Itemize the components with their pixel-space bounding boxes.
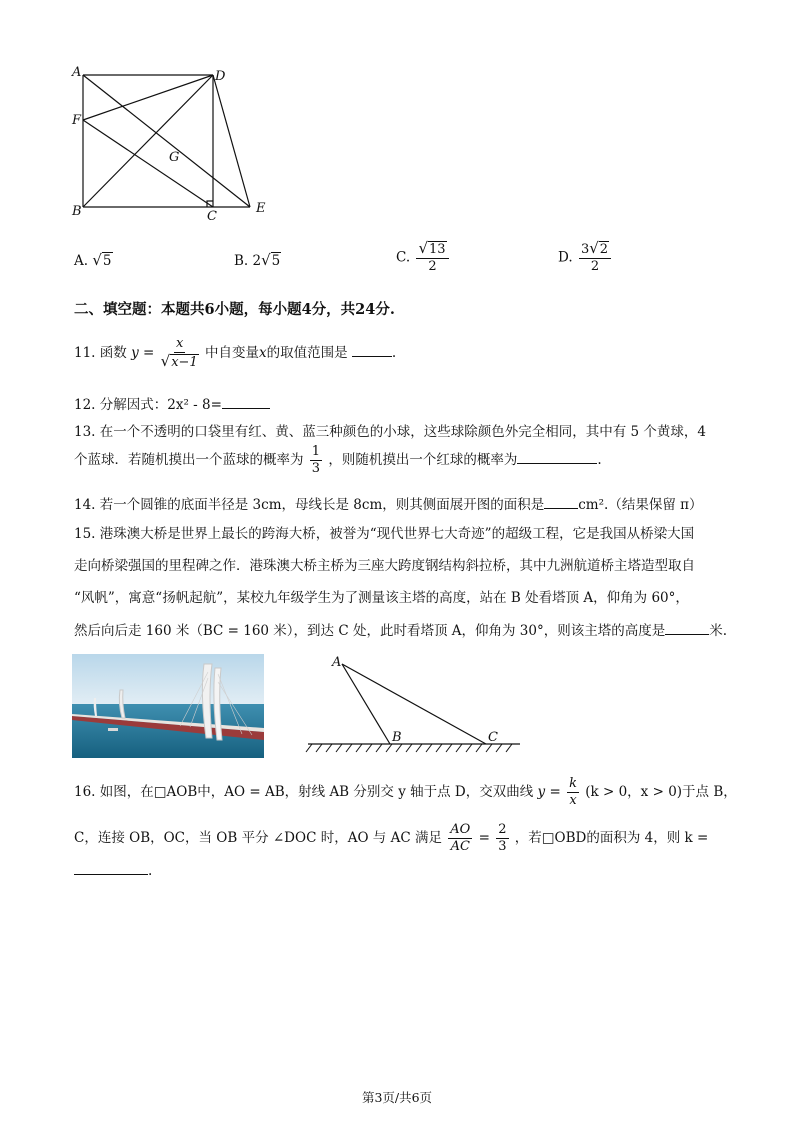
question-16-line2: C，连接 OB，OC，当 OB 平分 ∠DOC 时，AO 与 AC 满足 $\frac{AO}{AC}$ = $\frac{2}{3}$ ，若□OBD的面积为 4，则 k = <box>74 822 709 854</box>
label-d: D <box>215 69 226 84</box>
label-g: G <box>169 150 180 165</box>
label-c: C <box>207 209 217 224</box>
question-14: 14. 若一个圆锥的底面半径是 3cm，母线长是 8cm，则其侧面展开图的面积是 cm².（结果保留 π） <box>74 494 702 515</box>
segment-ab <box>342 664 390 744</box>
question-12: 12. 分解因式：2x² - 8= <box>74 394 270 415</box>
question-15-line3: “风帆”，寓意“扬帆起航”，某校九年级学生为了测量该主塔的高度，站在 B 处看塔顶 A，仰角为 60°， <box>74 590 689 606</box>
ground-hatching <box>306 744 512 752</box>
sqrt-icon: √ <box>589 239 599 257</box>
question-13-line2: 个蓝球．若随机摸出一个蓝球的概率为 $\frac{1}{3}$ ，则随机摸出一个红球的概率为 . <box>74 444 602 476</box>
answer-blank[interactable] <box>352 342 392 357</box>
question-15-line2: 走向桥梁强国的里程碑之作．港珠澳大桥主桥为三座大跨度钢结构斜拉桥，其中九洲航道桥主塔造型取自 <box>74 558 695 574</box>
choice-c[interactable]: C. $\frac{√13}{2}$ <box>396 240 451 275</box>
choice-d[interactable]: D. $\frac{3√2}{2}$ <box>558 240 613 275</box>
choice-a[interactable]: A. √5 <box>74 251 112 269</box>
bridge-photo <box>72 654 264 758</box>
sky <box>72 654 264 706</box>
segment-de <box>213 75 250 207</box>
label-c: C <box>488 730 498 745</box>
question-11: 11. 函数 y = $\frac{x}{√x-1}$ 中自变量x的取值范围是 . <box>74 336 397 370</box>
label-b: B <box>72 204 82 219</box>
question-16-line1: 16. 如图，在□AOB中，AO = AB，射线 AB 分别交 y 轴于点 D，交双曲线 y = $\frac{k}{x}$ (k > 0，x > 0)于点 B， <box>74 776 737 808</box>
question-16-line3: . <box>74 860 152 881</box>
answer-blank[interactable] <box>517 449 597 464</box>
page-footer: 第3页/共6页 <box>361 1090 433 1105</box>
segment-bd <box>83 75 213 207</box>
sqrt-icon: √ <box>92 251 102 269</box>
label-a: A <box>72 65 82 80</box>
segment-fd <box>83 75 213 120</box>
sqrt-icon: √ <box>160 352 171 370</box>
answer-blank[interactable] <box>544 494 578 509</box>
answer-blank[interactable] <box>665 620 709 635</box>
label-b: B <box>392 730 402 745</box>
segment-ac <box>342 664 486 744</box>
question-13-line1: 13. 在一个不透明的口袋里有红、黄、蓝三种颜色的小球，这些球除颜色外完全相同，其中有 5 个黄球，4 <box>74 424 707 440</box>
square-figure <box>60 60 290 235</box>
question-15-line1: 15. 港珠澳大桥是世界上最长的跨海大桥，被誉为“现代世界七大奇迹”的超级工程，它是我国从桥梁大国 <box>74 526 695 542</box>
segment-fc <box>83 120 213 207</box>
label-a: A <box>332 655 342 670</box>
label-f: F <box>72 113 82 128</box>
segment-ae <box>83 75 250 207</box>
section-title: 二、填空题：本题共6小题，每小题4分，共24分. <box>74 301 395 318</box>
label-e: E <box>256 201 266 216</box>
question-15-line4: 然后向后走 160 米（BC = 160 米），到达 C 处，此时看塔顶 A，仰角为 30°，则该主塔的高度是 米. <box>74 620 727 641</box>
answer-blank[interactable] <box>222 394 270 409</box>
triangle-figure <box>300 650 526 758</box>
sqrt-icon: √ <box>261 251 271 269</box>
choice-b[interactable]: B. 2√5 <box>234 251 281 269</box>
answer-blank[interactable] <box>74 860 148 875</box>
sqrt-icon: √ <box>418 239 428 257</box>
